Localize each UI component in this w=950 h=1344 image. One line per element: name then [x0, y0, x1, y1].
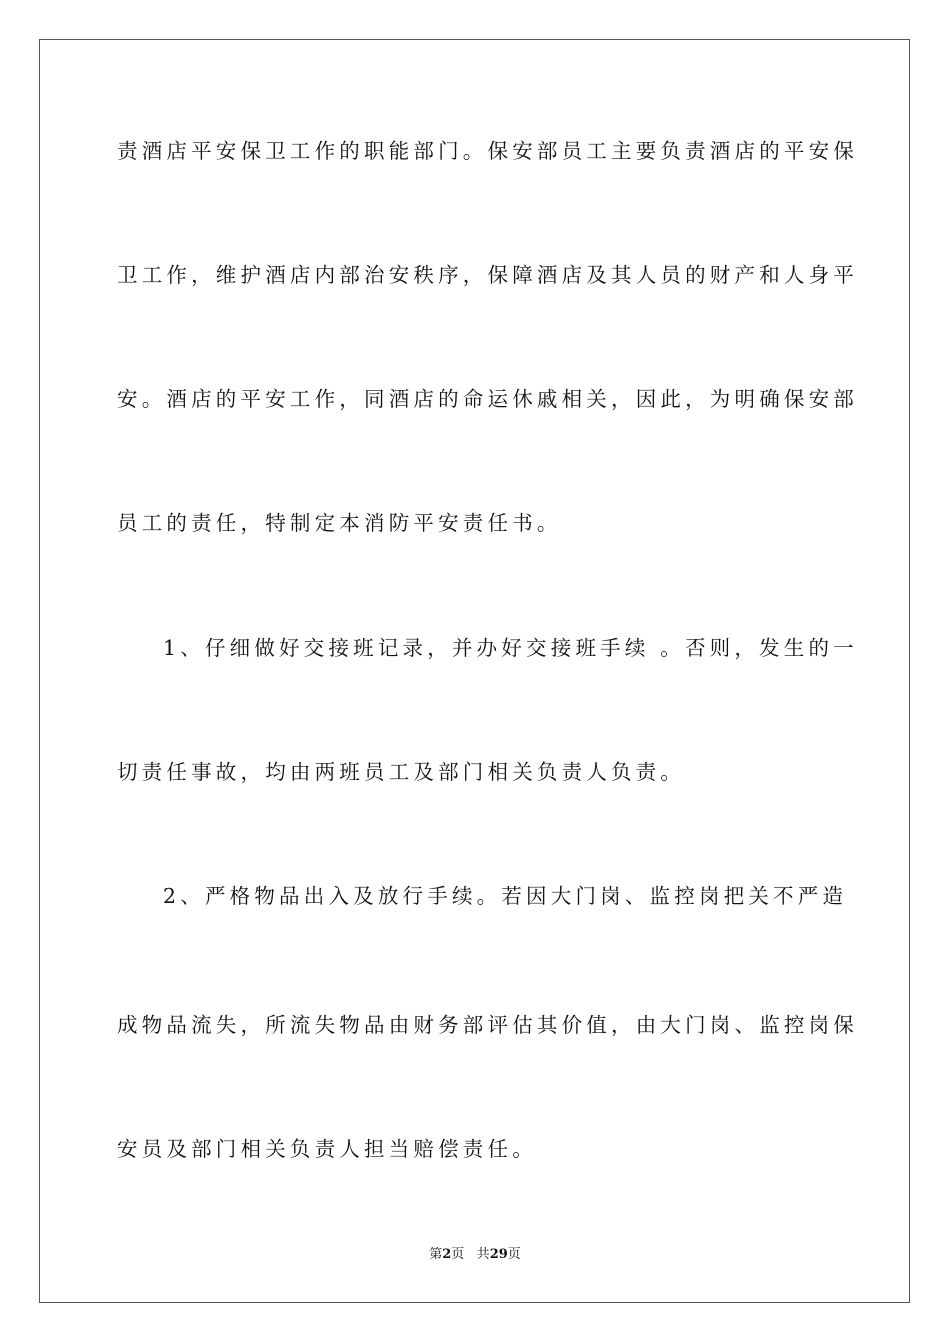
paragraph-line: 切责任事故，均由两班员工及部门相关负责人负责。	[117, 760, 686, 784]
page-footer	[0, 1247, 950, 1263]
paragraph-line: 安。酒店的平安工作，同酒店的命运休戚相关，因此，为明确保安部	[117, 387, 858, 411]
paragraph-line: 2、严格物品出入及放行手续。若因大门岗、监控岗把关不严造	[163, 884, 848, 908]
total-pages: 29	[489, 1247, 508, 1262]
total-suffix: 页	[507, 1247, 521, 1262]
paragraph-line: 卫工作，维护酒店内部治安秩序，保障酒店及其人员的财产和人身平	[117, 263, 858, 287]
paragraph-line: 成物品流失，所流失物品由财务部评估其价值，由大门岗、监控岗保	[117, 1013, 858, 1037]
paragraph-line: 责酒店平安保卫工作的职能部门。保安部员工主要负责酒店的平安保	[117, 139, 858, 163]
page-suffix: 页	[451, 1247, 465, 1262]
paragraph-line: 安员及部门相关负责人担当赔偿责任。	[117, 1137, 537, 1161]
total-prefix: 共	[476, 1247, 490, 1262]
page-prefix: 第	[429, 1247, 443, 1262]
paragraph-line: 员工的责任，特制定本消防平安责任书。	[117, 511, 562, 535]
page-border	[39, 39, 910, 1303]
page-number: 2	[442, 1247, 452, 1262]
paragraph-line: 1、仔细做好交接班记录，并办好交接班手续 。否则，发生的一	[163, 636, 858, 660]
